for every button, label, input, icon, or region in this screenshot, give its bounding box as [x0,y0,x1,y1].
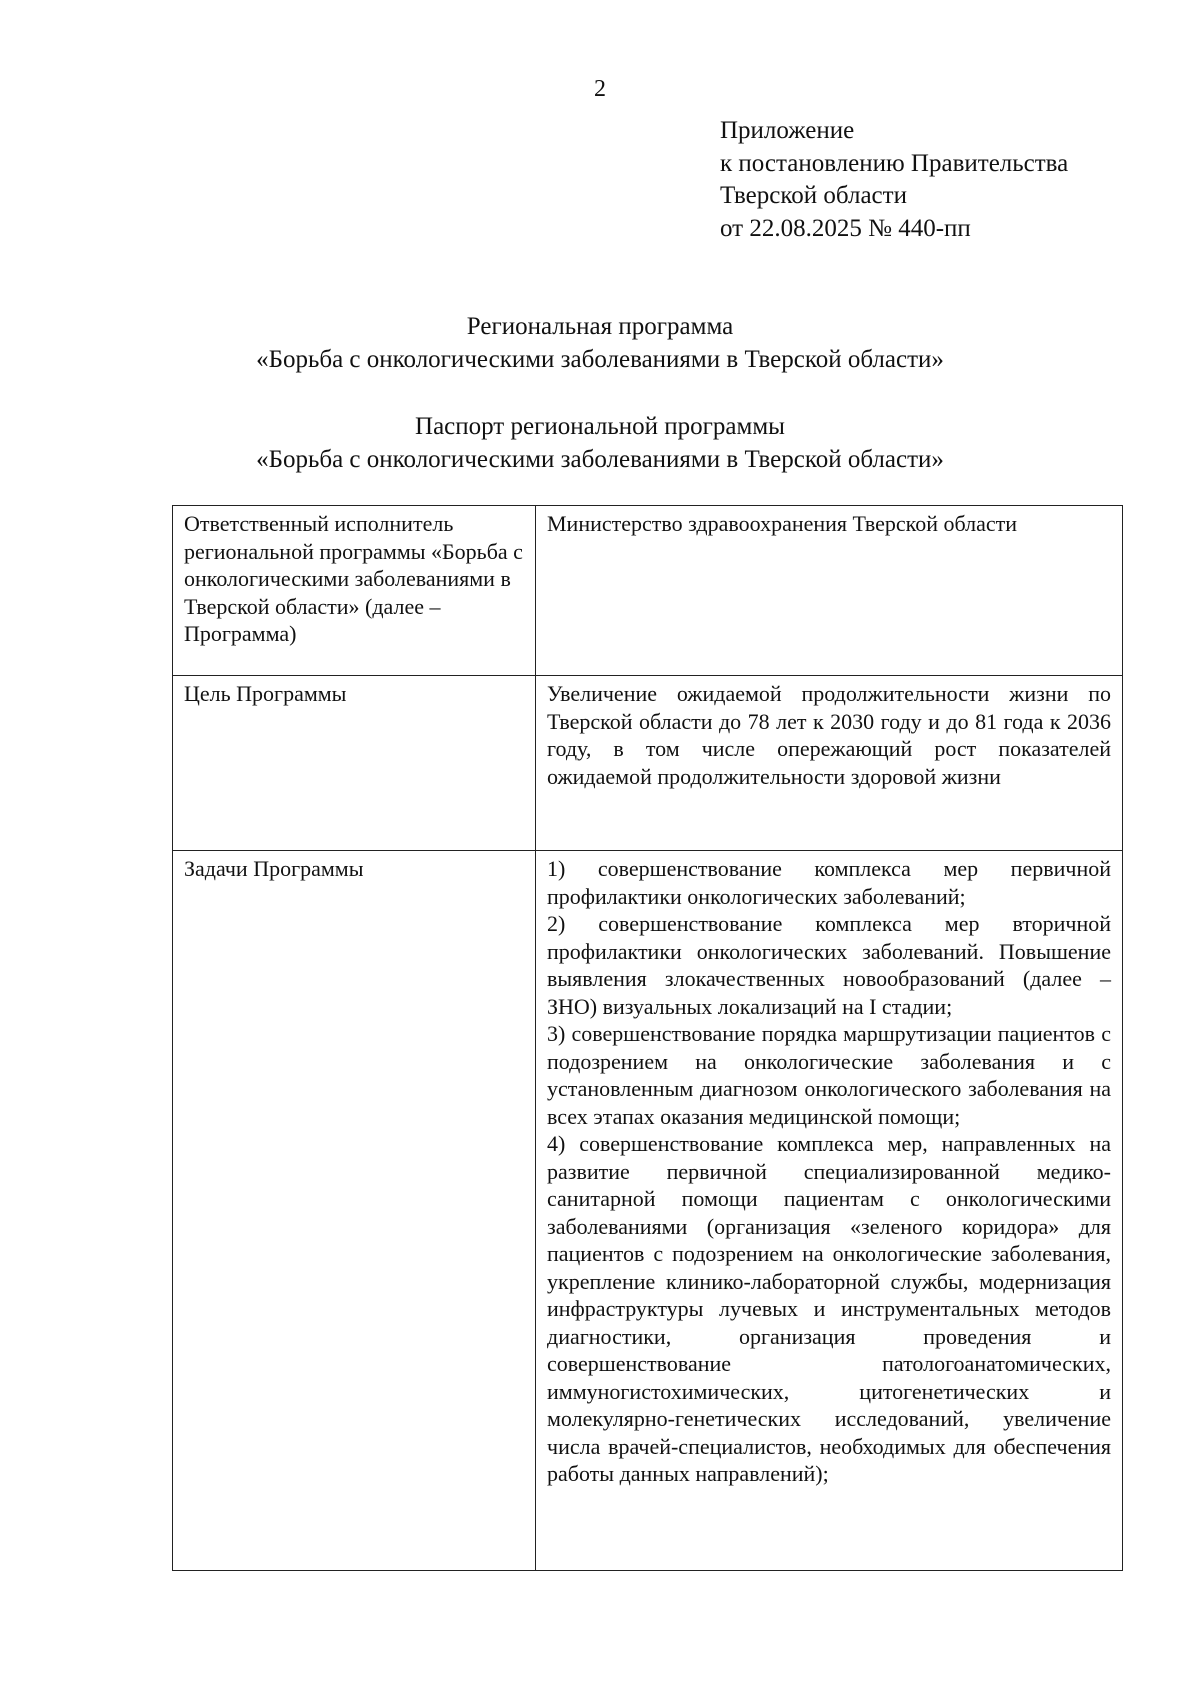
passport-title-line: «Борьба с онкологическими заболеваниями в Тверской области» [256,446,944,473]
row-value: Увеличение ожидаемой продолжительности жизни по Тверской области до 78 лет к 2030 году и до 81 года к 2036 году, в том числе опережающий рост показателей ожидаемой продолжительности здоровой жизни [536,676,1123,851]
row-label: Цель Программы [173,676,536,851]
row-value: Министерство здравоохранения Тверской области [536,506,1123,676]
program-title-line: «Борьба с онкологическими заболеваниями в Тверской области» [256,346,944,373]
list-item: 2) совершенствование комплекса мер вторичной профилактики онкологических заболеваний. Повышение выявления злокачественных новообразований (далее – ЗНО) визуальных локализаций на I стадии; [547,911,1111,1019]
appendix-line: к постановлению Правительства [720,149,1069,177]
passport-title-line: Паспорт региональной программы [415,413,785,440]
list-item: 4) совершенствование комплекса мер, направленных на развитие первичной специализированной медико-санитарной помощи пациентам с онкологическими заболеваниями (организация «зеленого коридора» для пациентов с подозрением на онкологические заболевания, укрепление клинико-лабораторной службы, модернизация инфраструктуры лучевых и инструментальных методов диагностики, организация проведения и совершенствование патологоанатомических, иммуногистохимических, цитогенетических и молекулярно-генетических исследований, увеличение числа врачей-специалистов, необходимых для обеспечения работы данных направлений); [547,1131,1111,1486]
list-item: 3) совершенствование порядка маршрутизации пациентов с подозрением на онкологические заболевания и с установленным диагнозом онкологического заболевания на всех этапах оказания медицинской помощи; [547,1021,1111,1129]
row-label: Задачи Программы [173,851,536,1571]
table-row [173,676,1123,851]
table-row [173,506,1123,676]
passport-title [0,410,1200,476]
appendix-block [720,115,1160,245]
program-title [0,310,1200,376]
appendix-line: Приложение [720,117,855,144]
page-number: 2 [594,76,606,102]
appendix-line: Тверской области [720,182,907,209]
list-item: 1) совершенствование комплекса мер первичной профилактики онкологических заболеваний; [547,856,1111,909]
row-label: Ответственный исполнитель региональной программы «Борьба с онкологическими заболеваниями в Тверской области» (далее – Программа) [173,506,536,676]
table-row [173,851,1123,1571]
passport-table [172,505,1123,1571]
task-list [536,851,1123,1571]
program-title-line: Региональная программа [466,313,734,340]
appendix-date-number: от 22.08.2025 № 440-пп [720,214,971,242]
